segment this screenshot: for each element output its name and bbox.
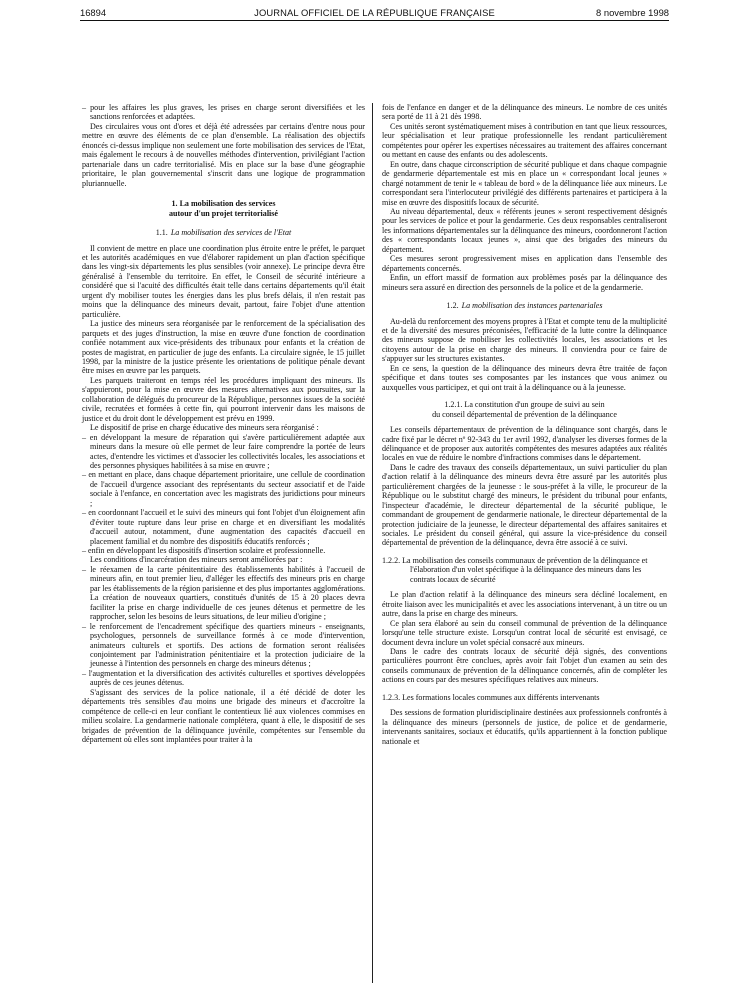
heading-line: 1.2.1. La constitution d'un groupe de suivi au sein (444, 400, 605, 410)
left-column (82, 103, 365, 745)
paragraph: Le plan d'action relatif à la délinquance des mineurs sera décliné localement, en étroite liaison avec les municipalités et avec les associations intervenant, à un titre ou un autre, dans la prise en charge des mineurs. (382, 590, 667, 619)
list-item: – en coordonnant l'accueil et le suivi des mineurs qui font l'objet d'un éloignement afin d'éviter toute rupture dans leur prise en charge et en diversifiant les modalités d'accueil autour, notamment, d'une augmentation des capacités d'accueil en placement familial et du nombre des dispositifs éducatifs renforcés ; (82, 508, 365, 546)
paragraph: Des circulaires vous ont d'ores et déjà été adressées par certains d'entre nous pour mettre en œuvre des éléments de ce plan d'ensemble. La réalisation des objectifs énoncés ci-dessus implique non seulement une forte mobilisation des services de l'Etat, mais également le recours à de nouvelles méthodes d'intervention, privilégiant l'action partenariale dans un cadre territorialisé. Mis en place sur la base d'une géographie prioritaire, le plan gouvernemental s'inscrit dans une logique de programmation pluriannuelle. (82, 121, 365, 188)
subsection-number: 1.1. (155, 228, 168, 238)
subsection-heading (82, 228, 365, 237)
subsection-title: La mobilisation des instances partenariales (461, 301, 603, 311)
issue-date: 8 novembre 1998 (596, 7, 669, 18)
page-header (80, 7, 669, 21)
list-item: – en mettant en place, dans chaque département prioritaire, une cellule de coordination de l'accueil d'urgence associant des représentants du secteur associatif et de l'aide sociale à l'enfance, en concertation avec les magistrats des juridictions pour mineurs ; (82, 470, 365, 508)
heading-line: du conseil départemental de prévention de la délinquance (432, 409, 617, 419)
paragraph: Les parquets traiteront en temps réel les procédures impliquant des mineurs. Ils s'appuieront, pour la mise en œuvre des mesures alternatives aux poursuites, sur la collaboration de délégués du procureur de la République, personnes issues de la société civile, recrutées et formées à cette fin, qui pourront intervenir dans les maisons de justice et du droit dont le développement est prévu en 1999. (82, 375, 365, 423)
list-item: – le réexamen de la carte pénitentiaire des établissements habilités à l'accueil de mineurs afin, en tout premier lieu, d'alléger les effectifs des mineurs pris en charge par les établissements de la région parisienne et des plus importantes agglomérations. La création de nouveaux quartiers, constitués d'unités de 15 à 20 places devra faciliter la prise en charge individuelle de ces jeunes détenus et permettre de les rapprocher, selon les besoins de leurs situations, de leur milieu d'origine ; (82, 564, 365, 622)
page-number: 16894 (80, 7, 107, 18)
paragraph: Ce plan sera élaboré au sein du conseil communal de prévention de la délinquance lorsqu'une telle structure existe. Lorsqu'un contrat local de sécurité est envisagé, ce document devra inclure un volet spécial consacré aux mineurs. (382, 618, 667, 647)
list-item: – pour les affaires les plus graves, les prises en charge seront diversifiées et les sanctions renforcées et adaptées. (82, 103, 365, 122)
paragraph: Le dispositif de prise en charge éducative des mineurs sera réorganisé : (90, 423, 319, 433)
subsubsection-heading: 1.2.3. Les formations locales communes aux différents intervenants (382, 692, 600, 702)
header-rule (80, 20, 669, 21)
paragraph: fois de l'enfance en danger et de la délinquance des mineurs. Le nombre de ces unités sera porté de 11 à 21 dès 1998. (382, 103, 667, 122)
list-item: – l'augmentation et la diversification des activités culturelles et sportives développées auprès de ces jeunes détenus. (82, 668, 365, 688)
paragraph: En outre, dans chaque circonscription de sécurité publique et dans chaque compagnie de gendarmerie départementale est mis en place un « correspondant local jeunes » chargé notamment de tenir le « tableau de bord » de la délinquance liée aux mineurs. Le correspondant sera l'interlocuteur privilégié des différents partenaires et participera à la mise en œuvre des dispositifs locaux de sécurité. (382, 159, 667, 207)
subsubsection-heading: 1.2.2. La mobilisation des conseils communaux de prévention de la délinquance et l'élaboration d'un volet spécifique à la délinquance des mineurs dans les contrats locaux de sécurité (382, 555, 648, 584)
column-divider (372, 103, 373, 983)
paragraph: Les conditions d'incarcération des mineurs seront améliorées par : (90, 555, 303, 565)
paragraph: Les conseils départementaux de prévention de la délinquance sont chargés, dans le cadre fixé par le décret nº 92-343 du 1er avril 1992, d'analyser les diverses formes de la délinquance et de proposer aux autorités compétentes des mesures adaptées aux réalités locales en vue de réduire le nombre d'infractions commises dans le département. (382, 425, 667, 463)
subsection-heading (382, 301, 667, 310)
subsubsection-heading (382, 400, 667, 419)
subsection-number: 1.2. (446, 301, 459, 311)
paragraph: La justice des mineurs sera réorganisée par le renforcement de la spécialisation des parquets et des juges d'instruction, la mise en œuvre d'une fonction de coordination confiée notamment aux vice-présidents des tribunaux pour enfants et la création de postes de magistrat, en particulier de juge des enfants. La circulaire signée, le 15 juillet 1998, par la ministre de la justice présente les orientations de politique pénale devant être mises en œuvre par les parquets. (82, 319, 365, 376)
list-item: – enfin en développant les dispositifs d'insertion scolaire et professionnelle. (82, 546, 326, 556)
section-heading-line: autour d'un projet territorialisé (169, 209, 278, 219)
journal-title: JOURNAL OFFICIEL DE LA RÉPUBLIQUE FRANÇAISE (254, 7, 495, 18)
subsection-title: La mobilisation des services de l'Etat (170, 228, 292, 238)
section-heading-line: 1. La mobilisation des services (171, 199, 276, 209)
list-item: – en développant la mesure de réparation qui s'avère particulièrement adaptée aux mineurs dans la mesure où elle permet de leur faire comprendre la portée de leurs actes, d'entendre les victimes et d'associer les collectivités locales, les associations et des personnes physiques habilitées à sa mise en œuvre ; (82, 432, 365, 470)
right-column (382, 103, 667, 746)
paragraph: Dans le cadre des contrats locaux de sécurité déjà signés, des conventions particulières pourront être conclues, après avoir fait l'objet d'un examen au sein des conseils communaux de prévention de la délinquance concernés, afin de compléter les actions en cours par des mesures spécifiques relatives aux mineurs. (382, 647, 667, 685)
paragraph: Enfin, un effort massif de formation aux problèmes posés par la délinquance des mineurs sera assuré en direction des personnels de la police et de la gendarmerie. (382, 273, 667, 292)
section-heading (82, 199, 365, 219)
paragraph: Des sessions de formation pluridisciplinaire destinées aux professionnels confrontés à la délinquance des mineurs (personnels de justice, de police et de gendarmerie, intervenants sanitaires, sociaux et éducatifs, qu'ils appartiennent à la fonction publique nationale et (382, 708, 667, 746)
paragraph: Ces unités seront systématiquement mises à contribution en tant que lieux ressources, leur spécialisation et leur pratique professionnelle les rendant particulièrement compétentes pour opérer les expertises nécessaires au traitement des affaires concernant ou mettant en cause des enfants ou des adolescents. (382, 121, 667, 160)
paragraph: Dans le cadre des travaux des conseils départementaux, un suivi particulier du plan d'action relatif à la délinquance des mineurs devra être assuré par les autorités plus particulièrement chargées de la jeunesse : le sous-préfet à la ville, le procureur de la République ou le substitut chargé des mineurs, le président du tribunal pour enfants, l'inspecteur d'académie, le directeur départemental de la sécurité publique, le commandant de groupement de gendarmerie nationale, le directeur départemental de la protection judiciaire de la jeunesse, le directeur départemental des affaires sanitaires et sociales. Le président du conseil général, qui assure la vice-présidence du conseil départemental de prévention de la délinquance, devra être associé à ce suivi. (382, 462, 667, 548)
paragraph: Ces mesures seront progressivement mises en application dans l'ensemble des départements concernés. (382, 254, 667, 273)
list-item: – le renforcement de l'encadrement spécifique des quartiers mineurs - enseignants, psychologues, personnels de surveillance formés à ce mode d'intervention, animateurs culturels et sportifs. Des actions de formation seront réalisées conjointement par l'administration pénitentiaire et la protection judiciaire de la jeunesse à l'intention des personnels en charge des mineurs détenus ; (82, 621, 365, 669)
paragraph: En ce sens, la question de la délinquance des mineurs devra être traitée de façon spécifique et dans toutes ses composantes par les instances que vous animez ou auxquelles vous participez, et qui ont trait à la délinquance ou à la jeunesse. (382, 363, 667, 392)
paragraph: Au-delà du renforcement des moyens propres à l'Etat et compte tenu de la multiplicité et de la diversité des mesures préconisées, l'efficacité de la lutte contre la délinquance des mineurs suppose de mobiliser les collectivités locales, les associations et les citoyens autour de la prise en charge des mineurs. Il conviendra pour ce faire de s'appuyer sur les structures existantes. (382, 316, 667, 364)
paragraph: S'agissant des services de la police nationale, il a été décidé de doter les départements très sensibles d'au moins une brigade des mineurs et d'accroître la compétence de celle-ci en leur confiant le contentieux lié aux violences commises en milieu scolaire. La gendarmerie nationale complétera, quant à elle, le dispositif de ses brigades de prévention de la délinquance juvénile, compétentes sur l'ensemble du département où elles sont implantées pour traiter à la (82, 687, 365, 745)
paragraph: Au niveau départemental, deux « référents jeunes » seront respectivement désignés pour les services de police et pour la gendarmerie. Ces deux responsables centraliseront les informations départementales sur la délinquance des mineurs, coordonneront l'action des « correspondants locaux jeunes », ainsi que des brigades des mineurs du département. (382, 206, 667, 254)
paragraph: Il convient de mettre en place une coordination plus étroite entre le préfet, le parquet et les autorités académiques en vue d'élaborer rapidement un plan d'action spécifique dans les vingt-six départements les plus sensibles (voir annexe). Le principe devra être généralisé à l'ensemble du territoire. En effet, le Conseil de sécurité intérieure a considéré que si l'acuité des difficultés était telle dans certains départements qu'il était urgent d'y mobiliser toutes les énergies dans les plus brefs délais, il n'en restait pas moins que la délinquance des mineurs devait, partout, faire l'objet d'une attention particulière. (82, 243, 365, 319)
